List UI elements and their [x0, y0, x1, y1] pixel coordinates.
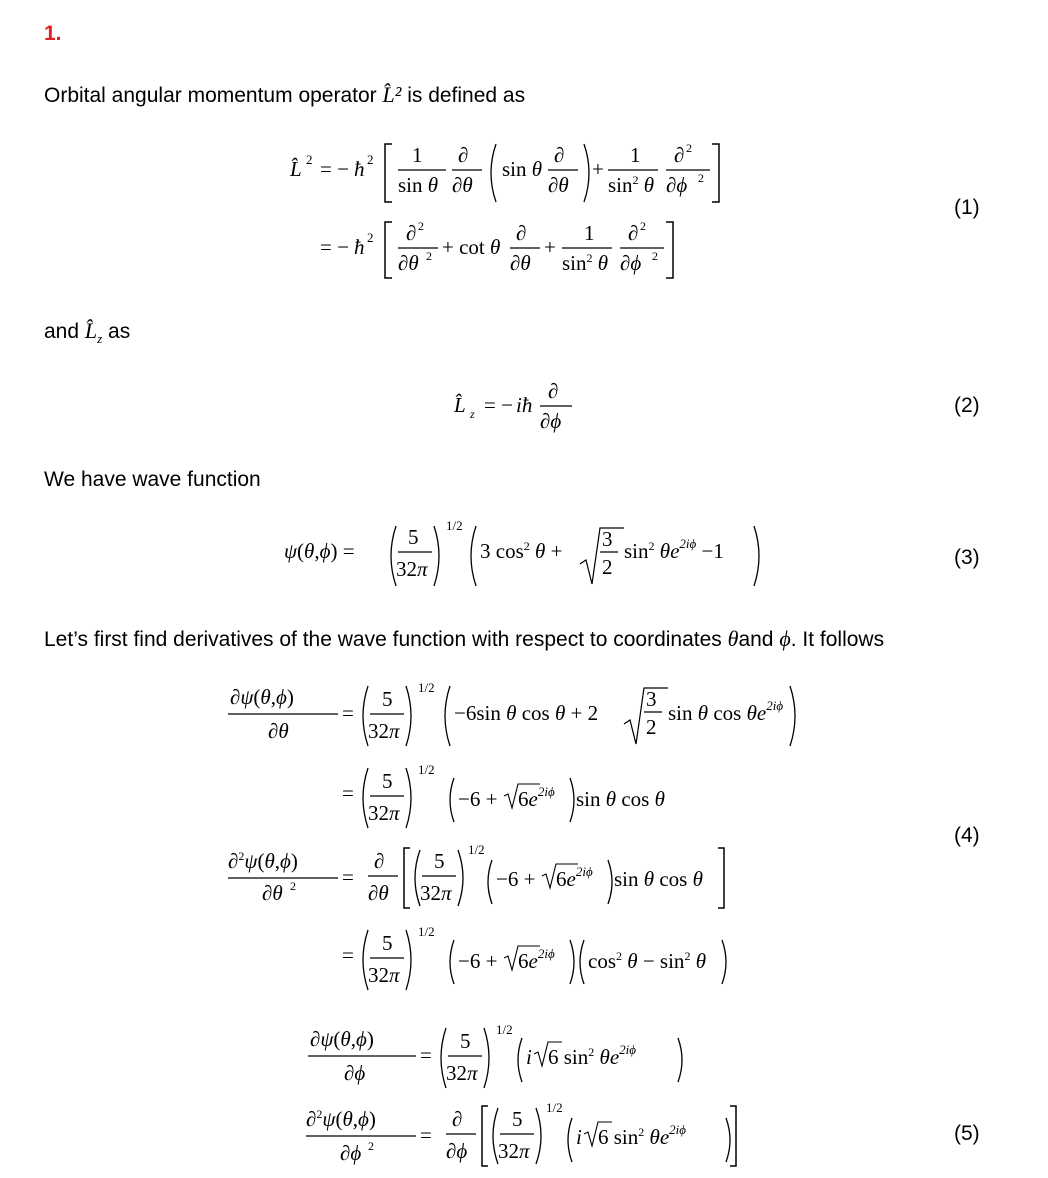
- equation-3-number: (3): [954, 546, 980, 569]
- svg-text:=: =: [342, 701, 354, 725]
- svg-text:∂: ∂: [516, 221, 527, 245]
- svg-text:2: 2: [306, 152, 313, 167]
- svg-text:6e2iϕ: $6e^{2i\phi}$: [518, 784, 555, 811]
- svg-text:5: 5: [382, 769, 393, 793]
- svg-text:sin θ cos θ: sin θ cos θ: [614, 867, 703, 891]
- svg-text:2: 2: [418, 219, 424, 233]
- equation-4-number: (4): [954, 824, 980, 847]
- intro-text-before: Orbital angular momentum operator: [44, 84, 377, 107]
- svg-text:1/2: 1/2: [496, 1022, 513, 1037]
- svg-text:∂ψ(θ,ϕ): ∂ψ(θ,ϕ): [230, 685, 294, 709]
- svg-text:1/2: 1/2: [418, 762, 435, 777]
- svg-text:cos2 θ − sin2 θ: $\cos^2 \theta - \sin^2 \theta$: [588, 949, 707, 973]
- equation-5-number: (5): [954, 1122, 980, 1145]
- svg-text:∂2ψ(θ,ϕ): ∂$^2$ψ(θ,ϕ): [228, 849, 298, 873]
- svg-text:2: 2: [652, 249, 658, 263]
- svg-text:2: 2: [602, 555, 613, 579]
- svg-text:∂θ: ∂θ: [510, 251, 531, 275]
- svg-text:sin2 θ: $\sin^2 \theta$: [608, 173, 655, 197]
- svg-text:sin θ: sin θ: [502, 157, 543, 181]
- svg-text:1: 1: [630, 143, 641, 167]
- svg-text:∂: ∂: [374, 849, 385, 873]
- svg-text:= −: = −: [320, 157, 349, 181]
- svg-text:5: 5: [382, 687, 393, 711]
- svg-text:∂ϕ: ∂ϕ: [344, 1061, 366, 1085]
- svg-text:+: +: [592, 157, 604, 181]
- svg-text:32π: 32π: [368, 963, 400, 987]
- svg-text:1/2: 1/2: [446, 518, 463, 533]
- lz-intro-text: [44, 318, 130, 347]
- svg-text:2: 2: [640, 219, 646, 233]
- svg-text:2: 2: [290, 879, 296, 893]
- svg-text:sin2 θe2iϕ −1: $\sin^2 \theta e^{2i\phi} -1$: [624, 536, 724, 563]
- svg-text:32π: 32π: [420, 881, 452, 905]
- svg-text:∂: ∂: [628, 221, 639, 245]
- lz-intro-after: as: [108, 320, 131, 343]
- intro-text-after: is defined as: [407, 84, 526, 107]
- svg-text:∂ϕ: ∂ϕ: [340, 1141, 362, 1165]
- svg-text:5: 5: [512, 1107, 523, 1131]
- derivatives-intro-before: Let’s first find derivatives of the wave function with respect to coordinates: [44, 628, 722, 651]
- svg-text:6e2iϕ: $6e^{2i\phi}$: [556, 864, 593, 891]
- equation-1-number: (1): [954, 196, 980, 219]
- svg-text:2: 2: [368, 1139, 374, 1153]
- svg-text:32π: 32π: [396, 557, 428, 581]
- wave-function-text: We have wave function: [44, 468, 261, 491]
- derivatives-intro-text: [44, 626, 884, 652]
- svg-text:+ cot θ: + cot θ: [442, 235, 501, 259]
- svg-text:32π: 32π: [368, 801, 400, 825]
- intro-text: [44, 82, 525, 108]
- equation-2: [448, 372, 588, 438]
- svg-text:∂θ: ∂θ: [268, 719, 289, 743]
- svg-text:2: 2: [646, 715, 657, 739]
- theta-symbol: θ: [727, 626, 739, 651]
- svg-text:∂: ∂: [548, 379, 559, 403]
- svg-text:5: 5: [382, 931, 393, 955]
- svg-text:∂θ: ∂θ: [548, 173, 569, 197]
- svg-text:=: =: [342, 865, 354, 889]
- svg-text:= −: = −: [320, 235, 349, 259]
- svg-text:1/2: 1/2: [418, 680, 435, 695]
- svg-text:1: 1: [584, 221, 595, 245]
- svg-text:∂ψ(θ,ϕ): ∂ψ(θ,ϕ): [310, 1027, 374, 1051]
- svg-text:1/2: 1/2: [468, 842, 485, 857]
- equation-3: [280, 508, 770, 592]
- lz-symbol: L̂: [84, 318, 98, 343]
- svg-text:ψ(θ,ϕ) =: ψ(θ,ϕ) =: [284, 539, 355, 563]
- svg-text:5: 5: [408, 525, 419, 549]
- svg-text:2: 2: [698, 171, 704, 185]
- svg-text:6 sin2 θe2iϕ: 6 $\sin^2 \theta e^{2i\phi}$: [548, 1042, 636, 1069]
- svg-text:2: 2: [426, 249, 432, 263]
- svg-text:∂: ∂: [452, 1107, 463, 1131]
- svg-text:∂: ∂: [554, 143, 565, 167]
- svg-text:sin θ cos θe2iϕ: sin θ $\cos \theta e^{2i\phi}$: [668, 698, 784, 725]
- svg-text:sin θ cos θ: sin θ cos θ: [576, 787, 665, 811]
- svg-text:5: 5: [434, 849, 445, 873]
- svg-text:∂ϕ: ∂ϕ: [666, 173, 688, 197]
- svg-text:1: 1: [412, 143, 423, 167]
- svg-text:∂: ∂: [458, 143, 469, 167]
- svg-text:32π: 32π: [446, 1061, 478, 1085]
- section-number: 1.: [44, 22, 62, 45]
- svg-text:∂ϕ: ∂ϕ: [540, 409, 562, 433]
- svg-text:2: 2: [367, 152, 374, 167]
- svg-text:6e2iϕ: $6e^{2i\phi}$: [518, 946, 555, 973]
- svg-text:ħ: ħ: [354, 157, 365, 181]
- svg-text:∂θ: ∂θ: [452, 173, 473, 197]
- svg-text:32π: 32π: [498, 1139, 530, 1163]
- svg-text:+: +: [544, 235, 556, 259]
- svg-text:∂θ: ∂θ: [262, 881, 283, 905]
- svg-text:∂2ψ(θ,ϕ): ∂$^2$ψ(θ,ϕ): [306, 1107, 376, 1131]
- derivatives-intro-after: . It follows: [790, 628, 885, 651]
- svg-text:∂ϕ: ∂ϕ: [446, 1139, 468, 1163]
- equation-1: [280, 130, 740, 280]
- svg-text:−6sin θ cos θ + 2: −6sin θ cos θ + 2: [454, 701, 599, 725]
- svg-text:3 cos2 θ +: 3 $\cos^2 \theta$ +: [480, 539, 563, 563]
- svg-text:5: 5: [460, 1029, 471, 1053]
- svg-text:−6 +: −6 +: [496, 867, 536, 891]
- svg-text:sin2 θ: $\sin^2 \theta$: [562, 251, 609, 275]
- svg-text:−6 +: −6 +: [458, 949, 498, 973]
- svg-text:=: =: [420, 1043, 432, 1067]
- svg-text:2: 2: [367, 230, 374, 245]
- svg-text:∂θ: ∂θ: [368, 881, 389, 905]
- phi-symbol: ϕ: [779, 626, 791, 651]
- svg-text:= −: = −: [484, 393, 513, 417]
- svg-text:2: 2: [686, 141, 692, 155]
- svg-text:∂: ∂: [674, 143, 685, 167]
- svg-text:z: z: [470, 407, 475, 421]
- derivatives-intro-and: and: [738, 628, 774, 651]
- svg-text:6 sin2 θe2iϕ: 6 $\sin^2 \theta e^{2i\phi}$: [598, 1122, 686, 1149]
- svg-text:=: =: [420, 1123, 432, 1147]
- svg-text:i: i: [526, 1045, 532, 1069]
- equation-5: [300, 1014, 740, 1174]
- svg-text:=: =: [342, 781, 354, 805]
- svg-text:∂θ: ∂θ: [398, 251, 419, 275]
- svg-text:1/2: 1/2: [418, 924, 435, 939]
- svg-text:∂ϕ: ∂ϕ: [620, 251, 642, 275]
- svg-text:−6 +: −6 +: [458, 787, 498, 811]
- equation-4: [222, 672, 822, 992]
- svg-text:iħ: iħ: [516, 393, 533, 417]
- l-squared-symbol: L̂²: [382, 82, 402, 107]
- svg-text:L̂: L̂: [454, 393, 466, 417]
- svg-text:i: i: [576, 1125, 582, 1149]
- equation-2-number: (2): [954, 394, 980, 417]
- lz-intro-before: and: [44, 320, 80, 343]
- svg-text:ħ: ħ: [354, 235, 365, 259]
- eq1-lhs: L̂: [290, 157, 302, 181]
- svg-text:1/2: 1/2: [546, 1100, 563, 1115]
- lz-subscript: z: [97, 331, 103, 347]
- svg-text:sin θ: sin θ: [398, 173, 439, 197]
- svg-text:∂: ∂: [406, 221, 417, 245]
- svg-text:32π: 32π: [368, 719, 400, 743]
- svg-text:3: 3: [602, 527, 613, 551]
- svg-text:3: 3: [646, 687, 657, 711]
- svg-text:=: =: [342, 943, 354, 967]
